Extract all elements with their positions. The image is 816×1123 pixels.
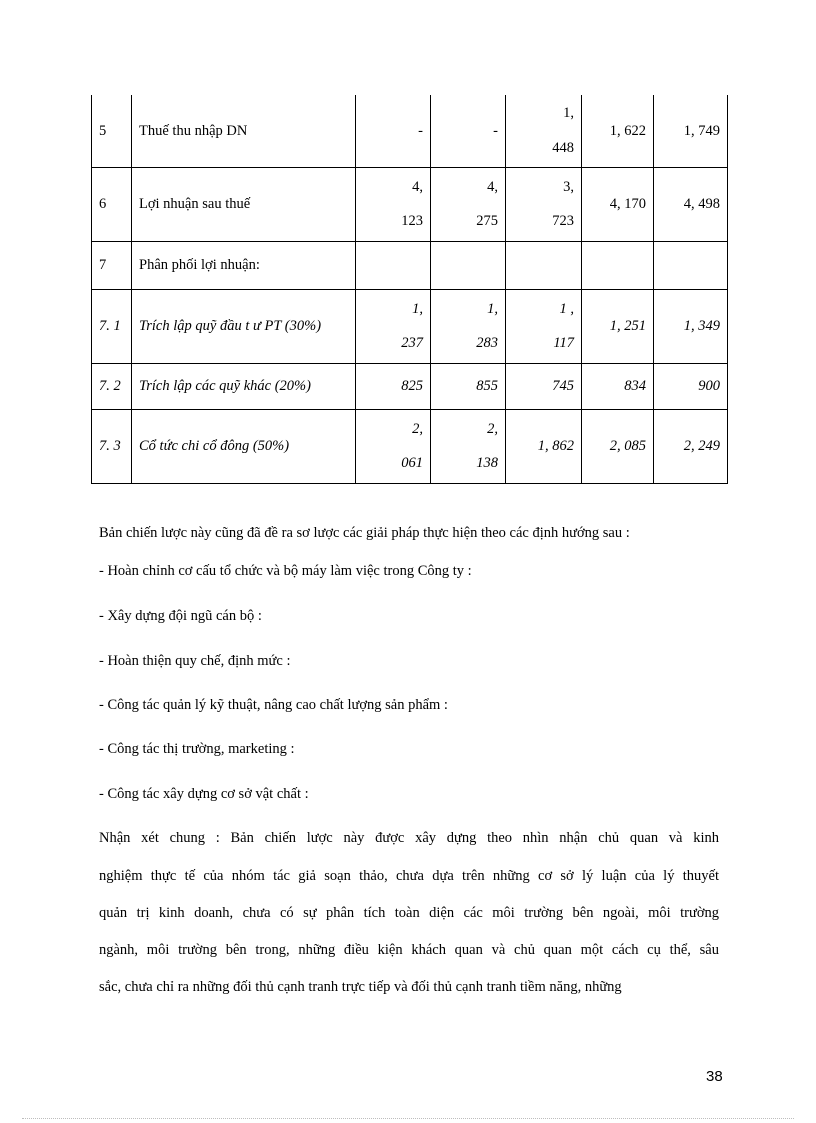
value-cell: 4, 498 [654, 167, 728, 241]
table-row [92, 363, 728, 409]
value-cell: 2, 085 [582, 409, 654, 483]
value-part: 448 [552, 139, 574, 156]
profit-table [91, 95, 728, 484]
value-cell [506, 289, 582, 363]
value-part: 1, [487, 300, 498, 317]
value-part: 061 [401, 455, 423, 471]
table-row [92, 95, 728, 167]
value-cell: 825 [356, 363, 431, 409]
value-cell: 855 [431, 363, 506, 409]
value-cell: 900 [654, 363, 728, 409]
table-row [92, 409, 728, 483]
value-part: 123 [401, 213, 423, 229]
value-cell [506, 167, 582, 241]
value-cell [356, 241, 431, 289]
value-part: 4, [487, 178, 498, 195]
table-row [92, 167, 728, 241]
value-part: 723 [552, 213, 574, 229]
value-cell: - [431, 95, 506, 167]
row-number: 6 [92, 167, 132, 241]
value-cell [431, 409, 506, 483]
row-number: 7. 2 [92, 363, 132, 409]
bullet-item: - Công tác xây dựng cơ sở vật chất : [99, 786, 309, 802]
page-number: 38 [706, 1068, 723, 1085]
value-cell: 834 [582, 363, 654, 409]
intro-paragraph: Bản chiến lược này cũng đã đề ra sơ lược các giải pháp thực hiện theo các định hướng sau : [99, 525, 630, 541]
row-label: Trích lập quỹ đầu t ư PT (30%) [132, 289, 356, 363]
bullet-item: - Hoàn thiện quy chế, định mức : [99, 653, 291, 669]
value-part: 283 [476, 335, 498, 351]
value-part: 2, [487, 420, 498, 437]
value-cell: 1, 622 [582, 95, 654, 167]
bullet-item: - Xây dựng đội ngũ cán bộ : [99, 608, 262, 624]
page-border [22, 1118, 794, 1119]
row-number: 7. 3 [92, 409, 132, 483]
row-label: Cổ tức chi cổ đông (50%) [132, 409, 356, 483]
value-cell [431, 289, 506, 363]
value-cell: 1, 251 [582, 289, 654, 363]
row-number: 7 [92, 241, 132, 289]
value-cell: 1, 749 [654, 95, 728, 167]
row-label: Phân phối lợi nhuận: [132, 241, 356, 289]
row-number: 7. 1 [92, 289, 132, 363]
row-label: Lợi nhuận sau thuế [132, 167, 356, 241]
value-part: 2, [412, 420, 423, 437]
conclusion-line: quản trị kinh doanh, chưa có sự phân tích toàn diện các môi trường bên ngoài, môi trường [99, 905, 719, 921]
value-cell [356, 289, 431, 363]
conclusion-line: nghiệm thực tế của nhóm tác giả soạn thảo, chưa dựa trên những cơ sở lý luận của lý thuyết [99, 868, 719, 884]
bullet-item: - Hoàn chỉnh cơ cấu tổ chức và bộ máy làm việc trong Công ty : [99, 563, 472, 579]
value-part: 1, [412, 300, 423, 317]
row-number: 5 [92, 95, 132, 167]
value-cell [431, 167, 506, 241]
row-label: Trích lập các quỹ khác (20%) [132, 363, 356, 409]
value-part: 3, [563, 178, 574, 195]
table-row [92, 289, 728, 363]
value-part: 4, [412, 178, 423, 195]
conclusion-line: sắc, chưa chỉ ra những đối thủ cạnh tranh trực tiếp và đối thủ cạnh tranh tiềm năng, những [99, 979, 622, 995]
conclusion-line: ngành, môi trường bên trong, những điều kiện khách quan và chủ quan một cách cụ thể, sâu [99, 942, 719, 958]
table-row [92, 241, 728, 289]
row-label: Thuế thu nhập DN [132, 95, 356, 167]
value-cell [654, 241, 728, 289]
value-cell [582, 241, 654, 289]
value-cell [356, 409, 431, 483]
value-part: 138 [476, 455, 498, 471]
value-part: 1 , [559, 300, 574, 317]
value-cell: - [356, 95, 431, 167]
value-part: 1, [563, 105, 574, 122]
value-part: 117 [553, 335, 574, 351]
value-part: 275 [476, 213, 498, 229]
value-cell [506, 95, 582, 167]
value-cell [506, 241, 582, 289]
value-cell [356, 167, 431, 241]
value-cell: 1, 349 [654, 289, 728, 363]
value-cell: 1, 862 [506, 409, 582, 483]
bullet-item: - Công tác thị trường, marketing : [99, 741, 295, 757]
value-cell [431, 241, 506, 289]
conclusion-line: Nhận xét chung : Bản chiến lược này được xây dựng theo nhìn nhận chủ quan và kinh [99, 830, 719, 846]
value-part: 237 [401, 335, 423, 351]
value-cell: 4, 170 [582, 167, 654, 241]
value-cell: 2, 249 [654, 409, 728, 483]
value-cell: 745 [506, 363, 582, 409]
bullet-item: - Công tác quản lý kỹ thuật, nâng cao chất lượng sản phẩm : [99, 697, 448, 713]
